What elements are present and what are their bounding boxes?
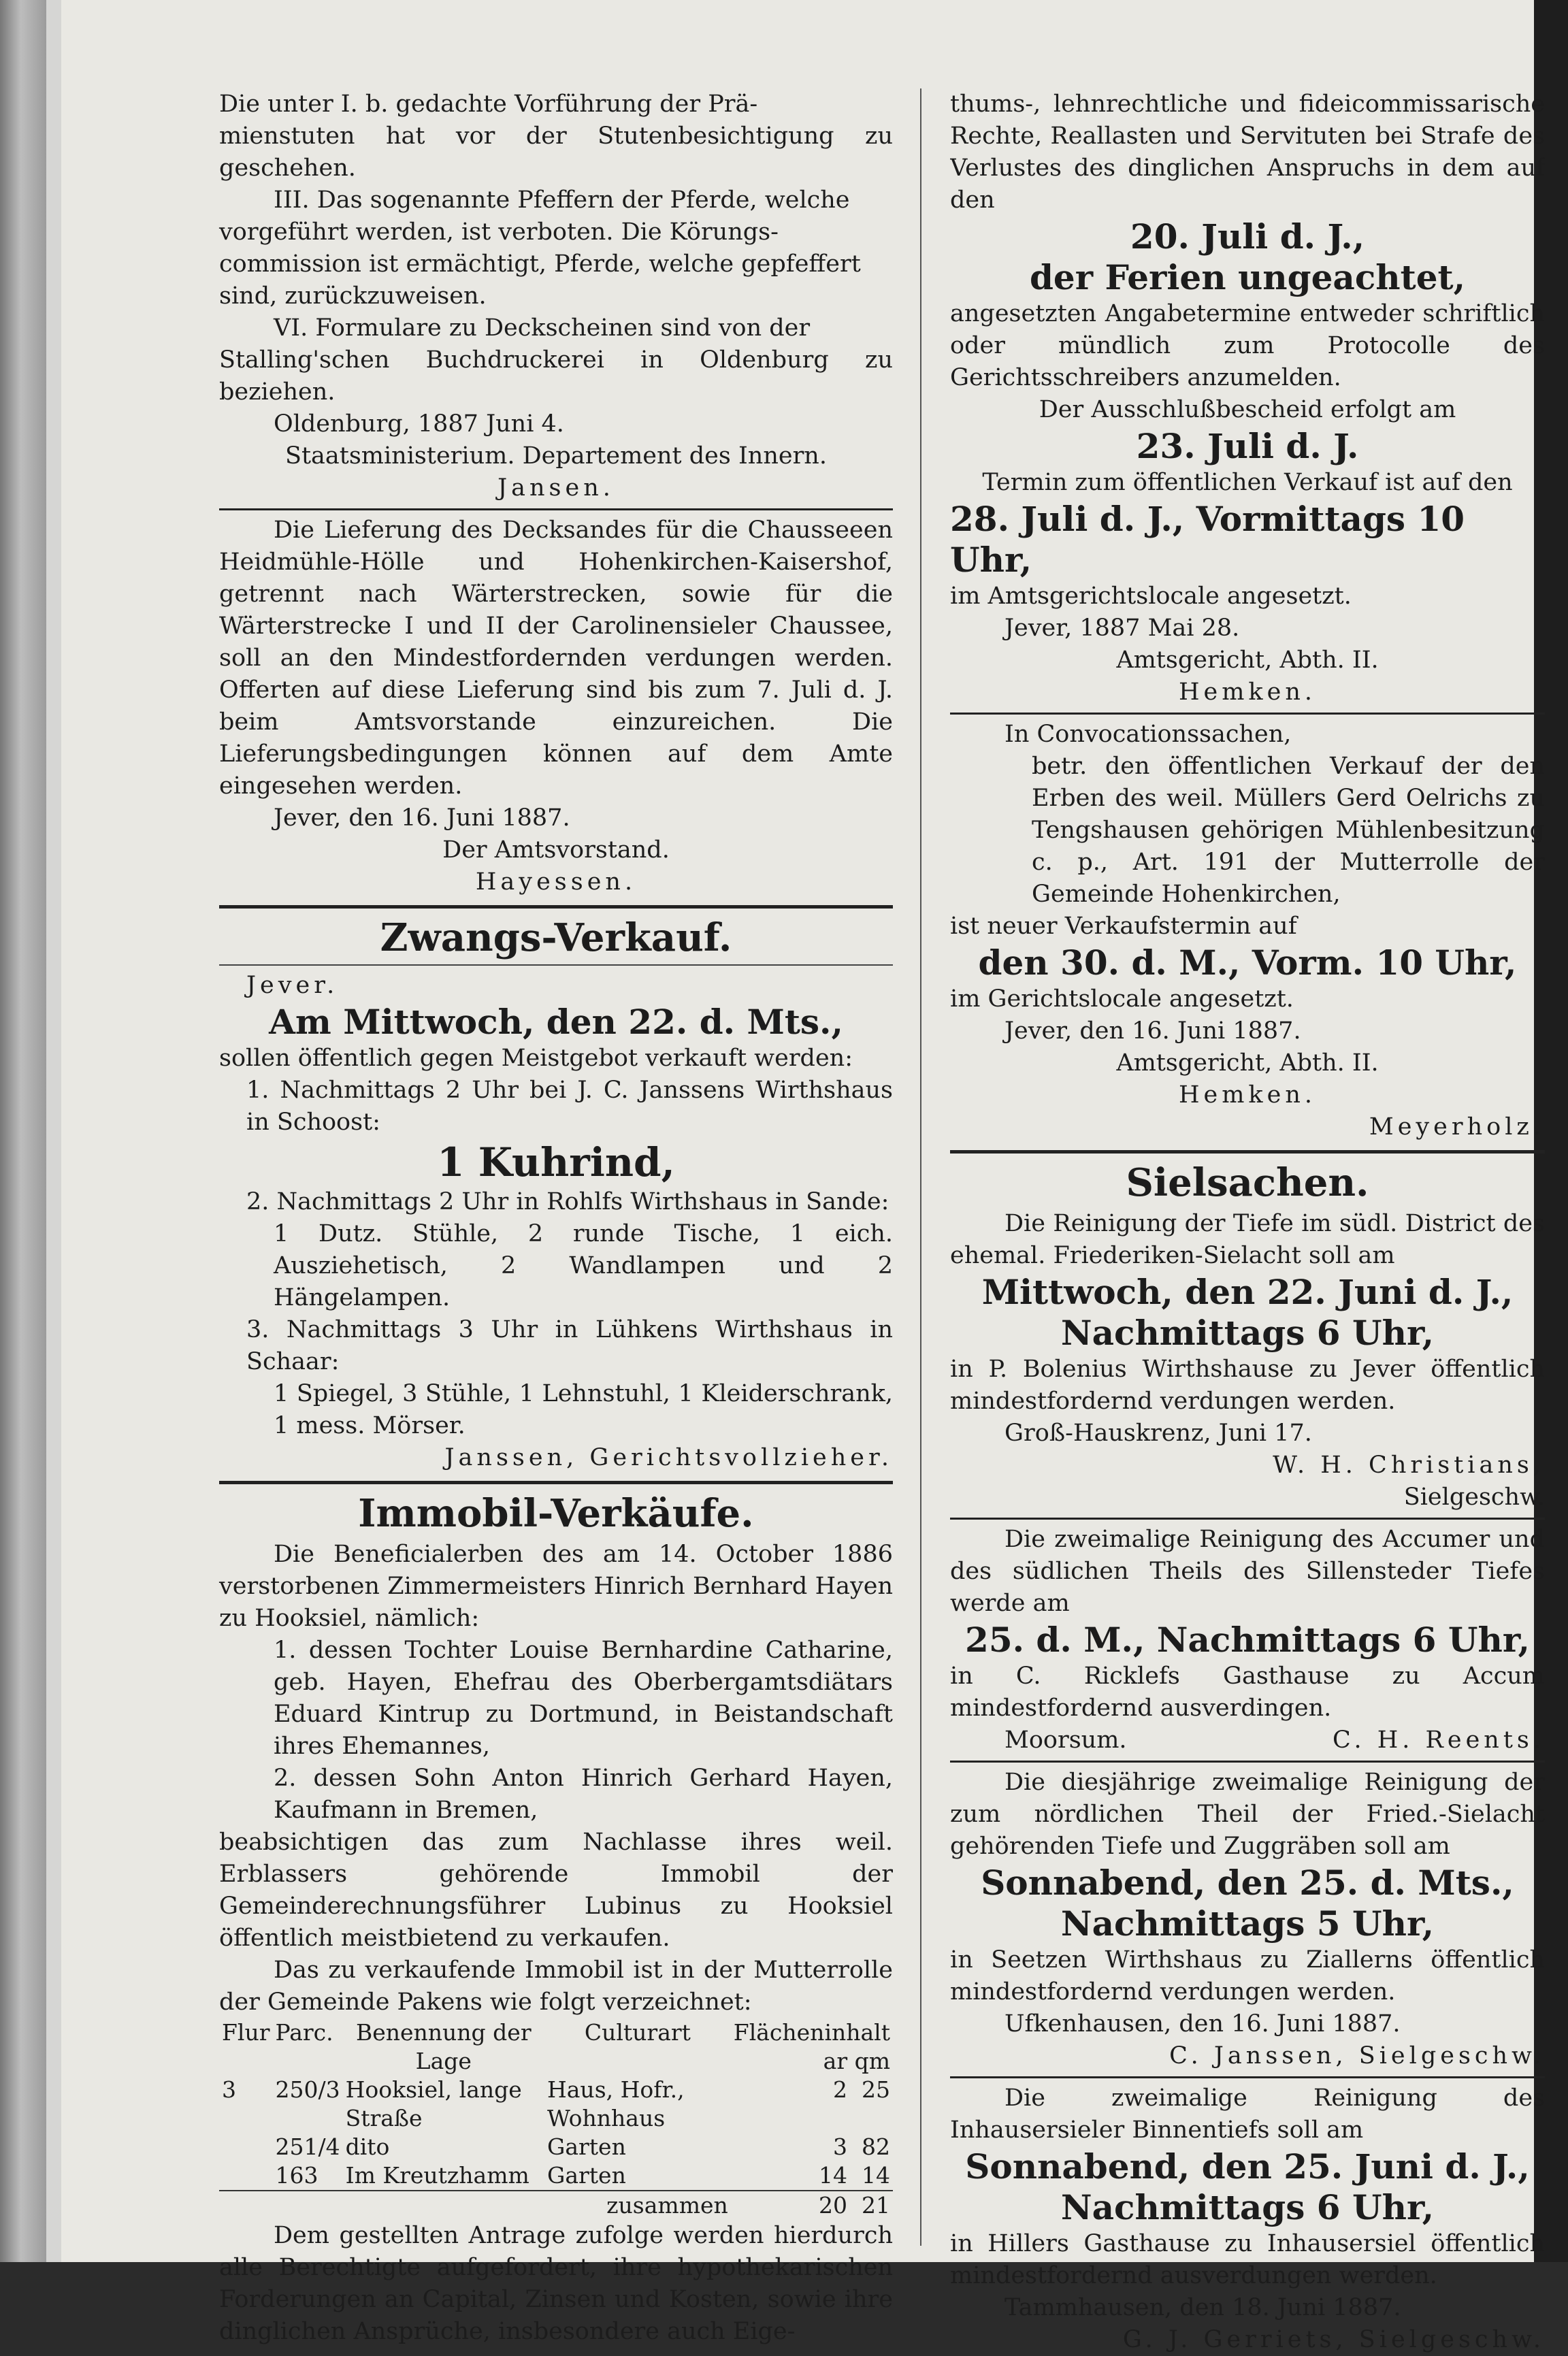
right-column bbox=[950, 88, 1545, 2356]
notice-signature: G. J. Gerriets, Sielgeschw. bbox=[1122, 2326, 1545, 2353]
notice-time: Nachmittags 5 Uhr, bbox=[1060, 1903, 1435, 1944]
notice-text: in Hillers Gasthause zu Inhausersiel öffentlich mindestfordernd ausverdungen werden. bbox=[950, 2230, 1545, 2289]
notice-text: angesetzten Angabetermine entweder schriftlich oder mündlich zum Protocolle des Gerichtsschreibers anzumelden. bbox=[950, 300, 1545, 391]
col-header-area: Flächeninhalt bbox=[733, 2019, 890, 2046]
cell-lage: Hooksiel, lange Straße bbox=[345, 2076, 522, 2131]
notice-text: betr. den öffentlichen Verkauf der den Erben des weil. Müllers Gerd Oelrichs zu Tengshausen gehörigen Mühlenbesitzung c. p., Art. 191 der Mutterrolle der Gemeinde Hohenkirchen, bbox=[1032, 753, 1545, 908]
notice-place-date: Ufkenhausen, den 16. Juni 1887. bbox=[1004, 2010, 1401, 2038]
notice-inhausersiel bbox=[950, 2082, 1545, 2356]
notice-signature: C. H. Reents. bbox=[1332, 1727, 1545, 1754]
notice-text: Die zweimalige Reinigung des Accumer und des südlichen Theils des Sillensteder Tiefes werde am bbox=[950, 1526, 1545, 1617]
notice-date: den 30. d. M., Vorm. 10 Uhr, bbox=[978, 943, 1517, 983]
notice-text: Dem gestellten Antrage zufolge werden hierdurch alle Berechtigte aufgefordert, ihre hypothekarischen Forderungen an Capital, Zinsen und Kosten, sowie ihre dinglichen Ansprüche, insbesondere auch Eige- bbox=[219, 2222, 893, 2345]
cell-flur: 3 bbox=[222, 2076, 236, 2103]
cell-area bbox=[731, 2133, 893, 2161]
notice-role: Sielgeschw. bbox=[1403, 1484, 1545, 1511]
column-divider bbox=[920, 88, 921, 2246]
col-header bbox=[731, 2018, 893, 2076]
section-rule bbox=[219, 964, 893, 966]
notice-text: Das zu verkaufende Immobil ist in der Mutterrolle der Gemeinde Pakens wie folgt verzeichnet: bbox=[219, 1957, 893, 2016]
cell-total bbox=[731, 2191, 893, 2220]
notice-text: In Convocationssachen, bbox=[1004, 721, 1292, 748]
section-rule bbox=[950, 713, 1545, 715]
notice-text: Die Beneficialerben des am 14. October 1886 verstorbenen Zimmermeisters Hinrich Bernhard Hayen zu Hooksiel, nämlich: bbox=[219, 1541, 893, 1632]
table-total-row bbox=[219, 2191, 893, 2220]
notice-signature: Jansen. bbox=[497, 474, 615, 502]
section-rule bbox=[950, 2076, 1545, 2078]
section-heading: Sielsachen. bbox=[1126, 1160, 1369, 1205]
cell-lage: dito bbox=[345, 2133, 390, 2160]
table-header-row bbox=[219, 2018, 893, 2076]
notice-place-date: Jever, den 16. Juni 1887. bbox=[274, 804, 570, 832]
text-line: Die unter I. b. gedachte Vorführung der Prä- bbox=[219, 91, 758, 118]
notice-place-date: Jever, den 16. Juni 1887. bbox=[1004, 1017, 1301, 1045]
heir-entry: 1. dessen Tochter Louise Bernhardine Catharine, geb. Hayen, Ehefrau des Oberbergamtsdiätars Eduard Kintrup zu Dortmund, in Beistandschaft ihres Ehemannes, bbox=[274, 1637, 893, 1760]
sale-item: 2. Nachmittags 2 Uhr in Rohlfs Wirthshaus in Sande: bbox=[246, 1188, 889, 1215]
text-line: vorgeführt werden, ist verboten. Die Körungs- bbox=[219, 218, 779, 246]
notice-sielsachen bbox=[950, 1160, 1545, 1514]
notice-signature: Meyerholz. bbox=[1369, 1113, 1545, 1141]
notice-text: Die zweimalige Reinigung des Inhausersieler Binnentiefs soll am bbox=[950, 2084, 1545, 2144]
col-header: Benennung der Lage bbox=[355, 2019, 532, 2074]
sale-item: 3. Nachmittags 3 Uhr in Lühkens Wirthshaus in Schaar: bbox=[246, 1316, 893, 1375]
notice-authority: Staatsministerium. Departement des Innern. bbox=[285, 442, 827, 470]
notice-place-date: Tammhausen, den 18. Juni 1887. bbox=[1004, 2294, 1401, 2321]
notice-place: Moorsum. bbox=[1004, 1727, 1127, 1754]
notice-text: Termin zum öffentlichen Verkauf ist auf den bbox=[982, 469, 1513, 496]
sale-date: Am Mittwoch, den 22. d. Mts., bbox=[269, 1002, 843, 1042]
heir-entry: 2. dessen Sohn Anton Hinrich Gerhard Hayen, Kaufmann in Bremen, bbox=[274, 1765, 893, 1824]
notice-text: Der Ausschlußbescheid erfolgt am bbox=[1039, 396, 1456, 423]
text-line: VI. Formulare zu Deckscheinen sind von der bbox=[274, 314, 811, 342]
cell-lage: Im Kreutzhamm bbox=[345, 2162, 529, 2189]
text-line: mienstuten hat vor der Stutenbesichtigung zu geschehen. bbox=[219, 122, 893, 182]
cell-cult: Haus, Hofr., Wohnhaus bbox=[546, 2076, 685, 2131]
notice-signature: Janssen, Gerichtsvollzieher. bbox=[444, 1444, 893, 1471]
cell-qm: 25 bbox=[862, 2076, 890, 2103]
cell-parc: 163 bbox=[275, 2162, 318, 2189]
notice-text: im Gerichtslocale angesetzt. bbox=[950, 985, 1294, 1013]
notice-date: Mittwoch, den 22. Juni d. J., bbox=[981, 1272, 1514, 1312]
notice-property-sale bbox=[219, 1491, 893, 2348]
notice-date: 23. Juli d. J. bbox=[1136, 426, 1359, 466]
notice-date: Sonnabend, den 25. Juni d. J., bbox=[965, 2146, 1530, 2187]
notice-place-date: Oldenburg, 1887 Juni 4. bbox=[274, 410, 564, 438]
cell-cult: Garten bbox=[546, 2133, 626, 2160]
notice-date: 28. Juli d. J., Vormittags 10 Uhr, bbox=[950, 499, 1465, 580]
notice-authority: Der Amtsvorstand. bbox=[442, 836, 670, 864]
table-row bbox=[219, 2133, 893, 2161]
land-register-table bbox=[219, 2018, 893, 2220]
cell-flur bbox=[219, 2133, 272, 2161]
col-header: Parc. bbox=[275, 2019, 333, 2046]
notice-date: 20. Juli d. J., bbox=[1130, 216, 1365, 257]
cell-qm: 14 bbox=[862, 2162, 890, 2189]
total-qm: 21 bbox=[862, 2192, 890, 2219]
notice-signature: Hemken. bbox=[1178, 678, 1316, 706]
sale-highlight: 1 Kuhrind, bbox=[437, 1139, 675, 1185]
text-line: III. Das sogenannte Pfeffern der Pferde, welche bbox=[274, 186, 850, 214]
total-label: zusammen bbox=[219, 2191, 731, 2220]
sale-item-goods: 1 Spiegel, 3 Stühle, 1 Lehnstuhl, 1 Kleiderschrank, 1 mess. Mörser. bbox=[274, 1380, 893, 1439]
table-row bbox=[219, 2076, 893, 2133]
section-rule bbox=[219, 905, 893, 909]
notice-text: thums-, lehnrechtliche und fideicommissarische Rechte, Reallasten und Servituten bei Strafe des Verlustes des dinglichen Anspruchs in dem auf den bbox=[950, 91, 1545, 214]
notice-text: sollen öffentlich gegen Meistgebot verkauft werden: bbox=[219, 1045, 853, 1072]
cell-area bbox=[731, 2161, 893, 2191]
notice-text: im Amtsgerichtslocale angesetzt. bbox=[950, 583, 1352, 610]
notice-date: 25. d. M., Nachmittags 6 Uhr, bbox=[965, 1620, 1530, 1660]
text-line: Stalling'schen Buchdruckerei in Oldenburg zu beziehen. bbox=[219, 346, 893, 406]
notice-mill-sale bbox=[950, 719, 1545, 1143]
notice-text: Die Lieferung des Decksandes für die Chausseeen Heidmühle-Hölle und Hohenkirchen-Kaisershof, getrennt nach Wärterstrecken, sowie für die Wärterstrecke I und II der Carolinensieler Chaussee, soll an den Mindestfordernden verdungen werden. Offerten auf diese Lieferung sind bis zum 7. Juli d. J. beim Amtsvorstande einzureichen. Die Lieferungsbedingungen können auf dem Amte eingesehen werden. bbox=[219, 517, 893, 800]
page-gutter bbox=[46, 0, 61, 2262]
notice-date-note: der Ferien ungeachtet, bbox=[1029, 257, 1466, 297]
book-binding bbox=[0, 0, 46, 2262]
sale-item: 1. Nachmittags 2 Uhr bei J. C. Janssens Wirthshaus in Schoost: bbox=[246, 1077, 893, 1136]
notice-text: Die diesjährige zweimalige Reinigung der zum nördlichen Theil der Fried.-Sielacht gehörenden Tiefe und Zuggräben soll am bbox=[950, 1769, 1545, 1860]
notice-place: Jever. bbox=[246, 972, 339, 999]
section-rule bbox=[219, 1481, 893, 1484]
col-header: Culturart bbox=[584, 2019, 691, 2046]
notice-signature: Hemken. bbox=[1178, 1081, 1316, 1109]
notice-signature: W. H. Christians, bbox=[1273, 1452, 1545, 1479]
notice-time: Nachmittags 6 Uhr, bbox=[1060, 2187, 1435, 2227]
notice-place-date: Jever, 1887 Mai 28. bbox=[1004, 615, 1240, 642]
cell-parc: 250/3 bbox=[275, 2076, 340, 2103]
notice-time: Nachmittags 6 Uhr, bbox=[1060, 1313, 1435, 1353]
notice-text: Die Reinigung der Tiefe im südl. District des ehemal. Friederiken-Sielacht soll am bbox=[950, 1210, 1545, 1269]
total-ar: 20 bbox=[819, 2192, 848, 2219]
notice-decksand-delivery bbox=[219, 514, 893, 898]
notice-date: Sonnabend, den 25. d. Mts., bbox=[981, 1863, 1514, 1903]
notice-signature: Hayessen. bbox=[475, 868, 637, 896]
col-header: Flur bbox=[222, 2019, 270, 2046]
notice-text: in P. Bolenius Wirthshause zu Jever öffentlich mindestfordernd verdungen werden. bbox=[950, 1356, 1545, 1415]
notice-signature: C. Janssen, Sielgeschw. bbox=[1169, 2042, 1545, 2069]
sale-item-goods: 1 Dutz. Stühle, 2 runde Tische, 1 eich. Ausziehetisch, 2 Wandlampen und 2 Hängelampen. bbox=[274, 1220, 893, 1311]
cell-ar: 2 bbox=[833, 2076, 848, 2103]
notice-authority: Amtsgericht, Abth. II. bbox=[1116, 647, 1379, 674]
table-row bbox=[219, 2161, 893, 2191]
notice-accum-cleaning bbox=[950, 1524, 1545, 1756]
notice-text: in Seetzen Wirthshaus zu Ziallerns öffentlich mindestfordernd verdungen werden. bbox=[950, 1946, 1545, 2006]
notice-fried-sielacht bbox=[950, 1767, 1545, 2072]
cell-cult: Garten bbox=[546, 2162, 626, 2189]
notice-property-sale-cont bbox=[950, 88, 1545, 708]
notice-place-date: Groß-Hauskrenz, Juni 17. bbox=[1004, 1420, 1312, 1447]
notice-footer bbox=[950, 1724, 1545, 1756]
section-rule bbox=[219, 508, 893, 510]
section-heading: Zwangs-Verkauf. bbox=[380, 915, 732, 960]
section-rule bbox=[950, 1150, 1545, 1154]
cell-parc: 251/4 bbox=[275, 2133, 340, 2160]
notice-authority: Amtsgericht, Abth. II. bbox=[1116, 1049, 1379, 1077]
notice-text: ist neuer Verkaufstermin auf bbox=[950, 913, 1297, 940]
notice-stud-inspection bbox=[219, 88, 893, 504]
notice-forced-sale bbox=[219, 915, 893, 1474]
col-header-units: ar qm bbox=[823, 2048, 890, 2074]
cell-ar: 3 bbox=[833, 2133, 848, 2160]
notice-text: in C. Ricklefs Gasthause zu Accum mindestfordernd ausverdingen. bbox=[950, 1663, 1545, 1722]
cell-qm: 82 bbox=[862, 2133, 890, 2160]
section-heading: Immobil-Verkäufe. bbox=[358, 1491, 754, 1536]
text-line: commission ist ermächtigt, Pferde, welche gepfeffert bbox=[219, 250, 861, 278]
cell-flur bbox=[219, 2161, 272, 2191]
text-line: sind, zurückzuweisen. bbox=[219, 282, 487, 310]
notice-text: beabsichtigen das zum Nachlasse ihres weil. Erblassers gehörende Immobil der Gemeinderechnungsführer Lubinus zu Hooksiel öffentlich meistbietend zu verkaufen. bbox=[219, 1829, 893, 1952]
cell-area bbox=[731, 2076, 893, 2133]
section-rule bbox=[950, 1518, 1545, 1520]
section-rule bbox=[950, 1761, 1545, 1763]
cell-ar: 14 bbox=[819, 2162, 848, 2189]
left-column bbox=[219, 88, 893, 2348]
